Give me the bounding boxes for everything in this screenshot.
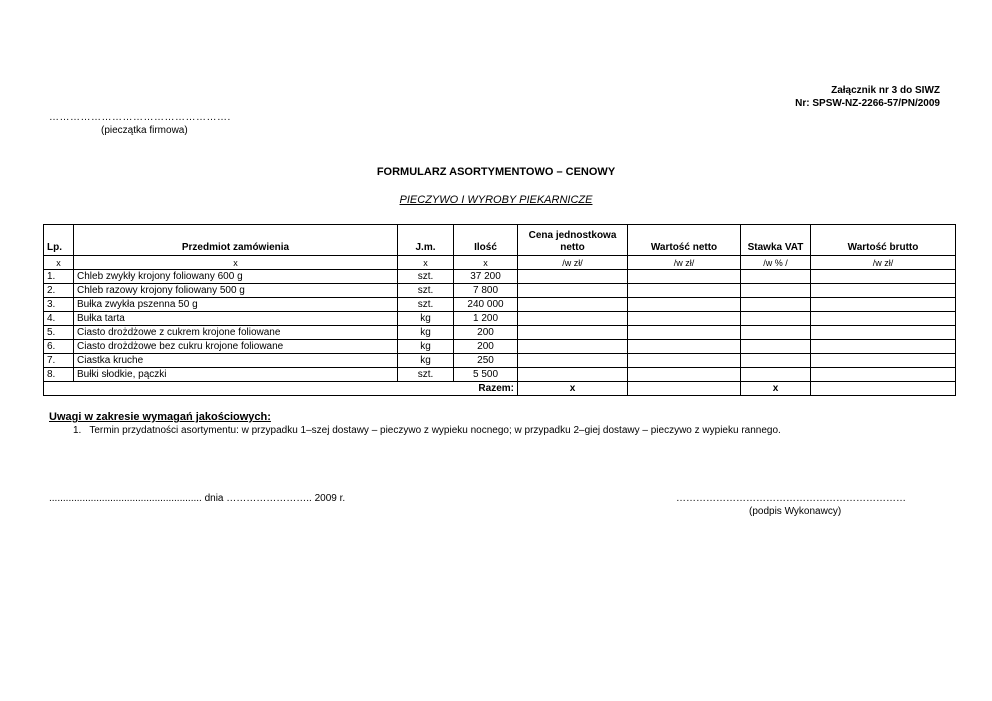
form-subtitle: PIECZYWO I WYROBY PIEKARNICZE bbox=[399, 194, 593, 206]
table-marks-row bbox=[44, 256, 956, 270]
total-net-value-cell[interactable] bbox=[628, 382, 741, 396]
price-form-table bbox=[43, 224, 956, 396]
row-unit: kg bbox=[398, 312, 454, 326]
row-qty: 1 200 bbox=[454, 312, 518, 326]
row-item: Ciasto drożdżowe z cukrem krojone foliowane bbox=[74, 326, 398, 340]
row-gross-value-cell[interactable] bbox=[811, 312, 956, 326]
form-title: FORMULARZ ASORTYMENTOWO – CENOWY bbox=[376, 166, 616, 178]
row-item: Chleb zwykły krojony foliowany 600 g bbox=[74, 270, 398, 284]
row-vat-rate-cell[interactable] bbox=[741, 354, 811, 368]
table-row bbox=[44, 368, 956, 382]
table-row bbox=[44, 284, 956, 298]
row-vat-rate-cell[interactable] bbox=[741, 284, 811, 298]
signature-dotted-line: …………………………………………………………… bbox=[676, 493, 906, 504]
total-vat-mark: x bbox=[741, 382, 811, 396]
total-label: Razem: bbox=[44, 382, 518, 396]
row-unit: szt. bbox=[398, 298, 454, 312]
row-item: Bułka zwykła pszenna 50 g bbox=[74, 298, 398, 312]
header-unit-price: Cena jednostkowa netto bbox=[518, 225, 628, 256]
total-gross-value-cell[interactable] bbox=[811, 382, 956, 396]
row-vat-rate-cell[interactable] bbox=[741, 368, 811, 382]
row-gross-value-cell[interactable] bbox=[811, 368, 956, 382]
row-lp: 5. bbox=[44, 326, 74, 340]
row-item: Ciastka kruche bbox=[74, 354, 398, 368]
mark-item: x bbox=[74, 256, 398, 270]
stamp-dotted-line: ……………………………………………. bbox=[49, 112, 231, 123]
row-qty: 5 500 bbox=[454, 368, 518, 382]
mark-unit: x bbox=[398, 256, 454, 270]
row-unit-price-cell[interactable] bbox=[518, 326, 628, 340]
row-net-value-cell[interactable] bbox=[628, 298, 741, 312]
mark-lp: x bbox=[44, 256, 74, 270]
header-net-value: Wartość netto bbox=[628, 225, 741, 256]
mark-qty: x bbox=[454, 256, 518, 270]
note-number: 1. bbox=[73, 425, 82, 436]
case-number: Nr: SPSW-NZ-2266-57/PN/2009 bbox=[795, 98, 940, 109]
row-qty: 250 bbox=[454, 354, 518, 368]
row-qty: 7 800 bbox=[454, 284, 518, 298]
header-item: Przedmiot zamówienia bbox=[74, 225, 398, 256]
row-gross-value-cell[interactable] bbox=[811, 340, 956, 354]
table-row bbox=[44, 354, 956, 368]
row-unit: kg bbox=[398, 340, 454, 354]
row-lp: 1. bbox=[44, 270, 74, 284]
header-unit: J.m. bbox=[398, 225, 454, 256]
table-row bbox=[44, 270, 956, 284]
row-net-value-cell[interactable] bbox=[628, 326, 741, 340]
row-qty: 200 bbox=[454, 340, 518, 354]
total-unit-price-mark: x bbox=[518, 382, 628, 396]
row-unit: szt. bbox=[398, 368, 454, 382]
row-vat-rate-cell[interactable] bbox=[741, 326, 811, 340]
row-lp: 2. bbox=[44, 284, 74, 298]
row-item: Bułki słodkie, pączki bbox=[74, 368, 398, 382]
table-row bbox=[44, 312, 956, 326]
row-unit-price-cell[interactable] bbox=[518, 354, 628, 368]
notes-heading: Uwagi w zakresie wymagań jakościowych: bbox=[49, 411, 271, 423]
row-net-value-cell[interactable] bbox=[628, 368, 741, 382]
row-net-value-cell[interactable] bbox=[628, 284, 741, 298]
row-net-value-cell[interactable] bbox=[628, 312, 741, 326]
row-unit-price-cell[interactable] bbox=[518, 368, 628, 382]
row-lp: 8. bbox=[44, 368, 74, 382]
row-unit-price-cell[interactable] bbox=[518, 270, 628, 284]
row-unit-price-cell[interactable] bbox=[518, 312, 628, 326]
header-gross-value: Wartość brutto bbox=[811, 225, 956, 256]
table-row bbox=[44, 298, 956, 312]
row-net-value-cell[interactable] bbox=[628, 354, 741, 368]
attachment-number: Załącznik nr 3 do SIWZ bbox=[831, 85, 940, 96]
row-unit: szt. bbox=[398, 270, 454, 284]
note-text: Termin przydatności asortymentu: w przypadku 1–szej dostawy – pieczywo z wypieku nocnego; w przypadku 2–giej dostawy – pieczywo z wypieku rannego. bbox=[89, 425, 781, 436]
table-row bbox=[44, 340, 956, 354]
row-item: Chleb razowy krojony foliowany 500 g bbox=[74, 284, 398, 298]
mark-net-value: /w zł/ bbox=[628, 256, 741, 270]
row-vat-rate-cell[interactable] bbox=[741, 312, 811, 326]
row-net-value-cell[interactable] bbox=[628, 340, 741, 354]
row-lp: 4. bbox=[44, 312, 74, 326]
table-row bbox=[44, 326, 956, 340]
mark-unit-price: /w zł/ bbox=[518, 256, 628, 270]
attachment-header bbox=[795, 84, 940, 110]
row-gross-value-cell[interactable] bbox=[811, 298, 956, 312]
row-unit-price-cell[interactable] bbox=[518, 284, 628, 298]
row-gross-value-cell[interactable] bbox=[811, 354, 956, 368]
row-net-value-cell[interactable] bbox=[628, 270, 741, 284]
row-qty: 200 bbox=[454, 326, 518, 340]
mark-gross-value: /w zł/ bbox=[811, 256, 956, 270]
signature-label: (podpis Wykonawcy) bbox=[749, 506, 842, 517]
row-vat-rate-cell[interactable] bbox=[741, 298, 811, 312]
row-qty: 37 200 bbox=[454, 270, 518, 284]
row-gross-value-cell[interactable] bbox=[811, 326, 956, 340]
row-unit-price-cell[interactable] bbox=[518, 340, 628, 354]
date-line: ....................................................... dnia …………………….. 2009 r. bbox=[49, 493, 346, 504]
mark-vat-rate: /w % / bbox=[741, 256, 811, 270]
row-unit: kg bbox=[398, 354, 454, 368]
row-item: Ciasto drożdżowe bez cukru krojone foliowane bbox=[74, 340, 398, 354]
note-item bbox=[73, 425, 781, 436]
header-vat-rate: Stawka VAT bbox=[741, 225, 811, 256]
row-unit-price-cell[interactable] bbox=[518, 298, 628, 312]
stamp-label: (pieczątka firmowa) bbox=[101, 125, 188, 136]
row-item: Bułka tarta bbox=[74, 312, 398, 326]
row-qty: 240 000 bbox=[454, 298, 518, 312]
row-lp: 7. bbox=[44, 354, 74, 368]
row-gross-value-cell[interactable] bbox=[811, 284, 956, 298]
table-header-row bbox=[44, 225, 956, 256]
row-gross-value-cell[interactable] bbox=[811, 270, 956, 284]
row-lp: 3. bbox=[44, 298, 74, 312]
total-row bbox=[44, 382, 956, 396]
row-unit: szt. bbox=[398, 284, 454, 298]
row-vat-rate-cell[interactable] bbox=[741, 340, 811, 354]
row-unit: kg bbox=[398, 326, 454, 340]
row-lp: 6. bbox=[44, 340, 74, 354]
header-lp: Lp. bbox=[44, 225, 74, 256]
row-vat-rate-cell[interactable] bbox=[741, 270, 811, 284]
header-qty: Ilość bbox=[454, 225, 518, 256]
